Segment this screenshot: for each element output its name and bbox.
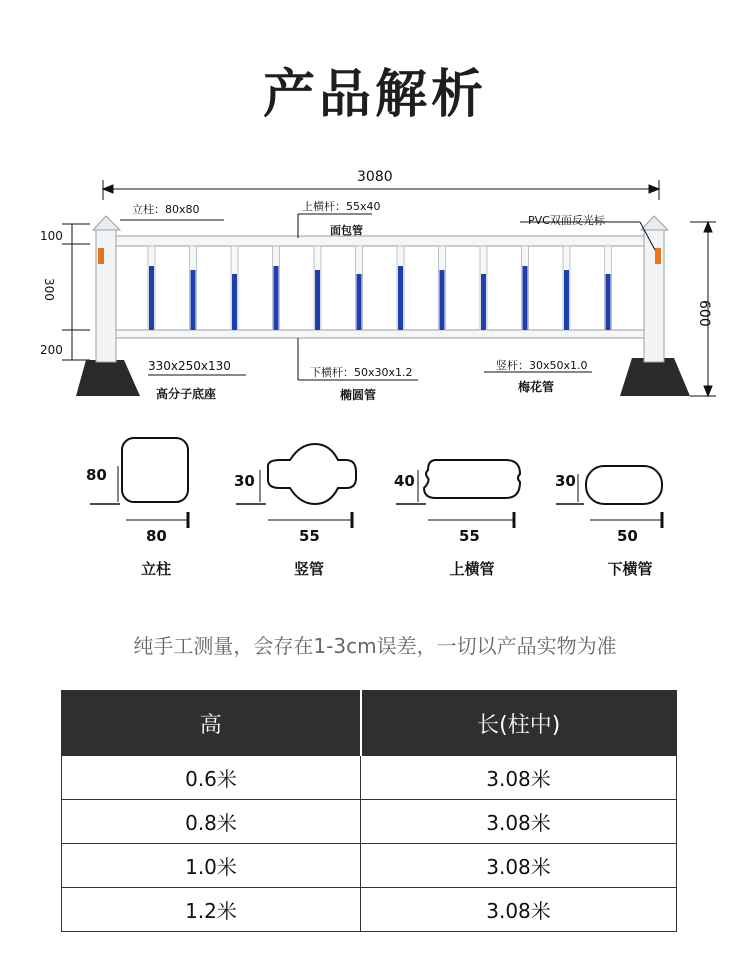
table-header-row [62, 691, 677, 756]
vertical-bars [148, 246, 612, 330]
table-cell: 3.08米 [361, 888, 677, 932]
top-tube-section-width: 55 [459, 527, 480, 545]
total-height-label: 600 [696, 300, 712, 327]
vertical-section-width: 55 [299, 527, 320, 545]
vertical-bar-blue-band [149, 266, 154, 330]
top-rail [116, 236, 644, 246]
page-title: 产品解析 [262, 65, 487, 125]
vertical-bar-blue-band [564, 270, 569, 330]
bottom-rail [116, 330, 644, 338]
top-tube-section-shape [424, 460, 520, 498]
bottom-tube-section-height: 30 [555, 472, 576, 490]
vertical-bar-blue-band [606, 274, 611, 330]
vertical-bar-blue-band [523, 266, 528, 330]
vertical-bar-blue-band [232, 274, 237, 330]
top-tube-section-height: 40 [394, 472, 415, 490]
table-row [62, 888, 677, 932]
post-section-height: 80 [86, 466, 107, 484]
table-cell: 1.2米 [62, 888, 361, 932]
vertical-section-height: 30 [234, 472, 255, 490]
bottom-rail-name: 椭圆管 [340, 388, 377, 402]
left-base [76, 360, 140, 396]
vertical-bar-label: 竖杆：30x50x1.0 [496, 359, 588, 372]
dim-top-label: 100 [40, 229, 63, 243]
vertical-bar-blue-band [398, 266, 403, 330]
header-height: 高 [62, 691, 361, 756]
cross-sections [0, 430, 750, 540]
right-base [620, 358, 690, 396]
table-cell: 3.08米 [361, 800, 677, 844]
vertical-bar-blue-band [315, 270, 320, 330]
table-cell: 1.0米 [62, 844, 361, 888]
table-row [62, 844, 677, 888]
dim-mid-label: 300 [42, 278, 56, 301]
bottom-tube-section-shape [586, 466, 662, 504]
total-length-label: 3080 [357, 169, 393, 185]
bottom-rail-label: 下横杆：50x30x1.2 [310, 366, 413, 379]
bottom-tube-section-width: 50 [617, 527, 638, 545]
measurement-note: 纯手工测量，会存在1-3cm误差，一切以产品实物为准 [133, 634, 617, 658]
post-section-name: 立柱 [140, 560, 171, 578]
left-dimension-lines [62, 224, 90, 360]
top-tube-section-name: 上横管 [449, 560, 495, 578]
table-cell: 3.08米 [361, 756, 677, 800]
right-reflector [655, 248, 661, 264]
dim-bottom-label: 200 [40, 343, 63, 357]
vertical-bar-blue-band [274, 266, 279, 330]
left-reflector [98, 248, 104, 264]
table-cell: 3.08米 [361, 844, 677, 888]
vertical-bar-blue-band [481, 274, 486, 330]
vertical-bar-blue-band [440, 270, 445, 330]
bottom-tube-section-name: 下横管 [607, 560, 653, 578]
base-name-label: 高分子底座 [156, 387, 217, 401]
table-cell: 0.6米 [62, 756, 361, 800]
vertical-bar-name: 梅花管 [518, 380, 555, 394]
post-section-shape [122, 438, 188, 502]
table-row [62, 756, 677, 800]
vertical-bar-blue-band [191, 270, 196, 330]
vertical-tube-section-shape [268, 444, 356, 504]
table-row [62, 800, 677, 844]
post-section-width: 80 [146, 527, 167, 545]
reflector-label: PVC双面反光标 [528, 214, 605, 227]
vertical-bar-blue-band [357, 274, 362, 330]
vertical-section-name: 竖管 [293, 560, 324, 578]
top-rail-name: 面包管 [330, 224, 363, 237]
spec-table [61, 690, 677, 932]
top-rail-label: 上横杆：55x40 [302, 200, 381, 213]
header-length: 长(柱中) [361, 691, 677, 756]
base-size-label: 330x250x130 [148, 359, 231, 373]
post-label: 立柱：80x80 [132, 203, 200, 216]
table-cell: 0.8米 [62, 800, 361, 844]
